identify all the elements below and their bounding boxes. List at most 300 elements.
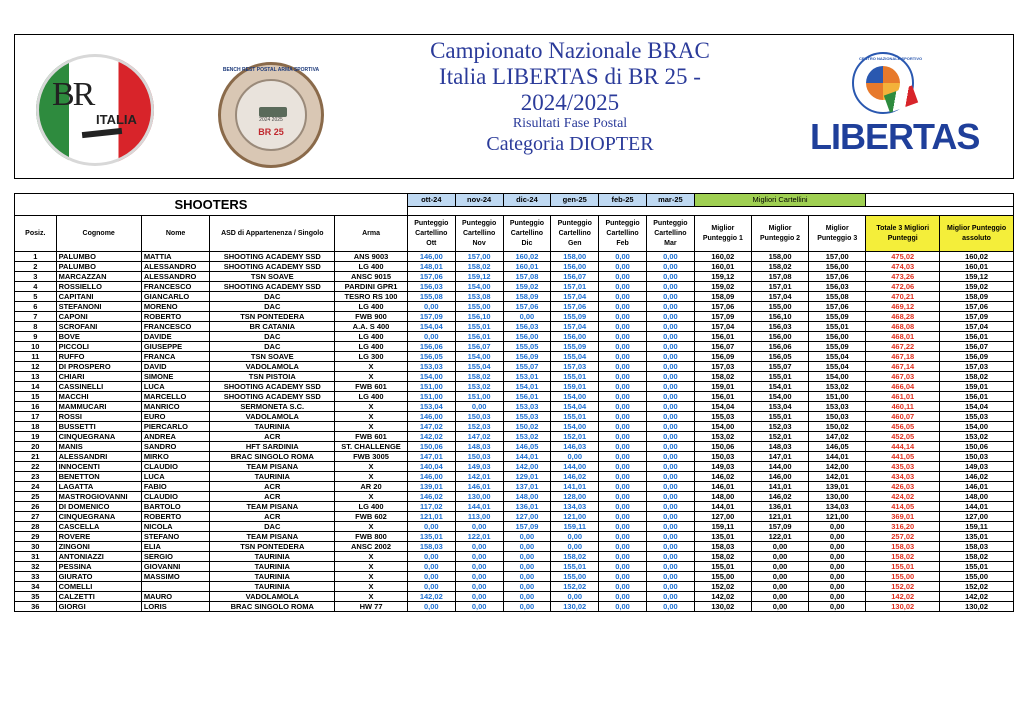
cell-nome: STEFANO: [141, 532, 210, 542]
cell-m1: 148,00: [694, 492, 751, 502]
table-row: [15, 282, 1014, 292]
cell-p-mar: 0,00: [646, 312, 694, 322]
cell-p-mar: 0,00: [646, 402, 694, 412]
cell-m2: 157,08: [751, 272, 808, 282]
cell-m1: 155,00: [694, 572, 751, 582]
cell-totale: 435,03: [866, 462, 940, 472]
cell-arma: FWB 601: [335, 382, 408, 392]
cell-cognome: CHIARI: [56, 372, 141, 382]
cell-m2: 146,02: [751, 492, 808, 502]
cell-m2: 158,00: [751, 252, 808, 262]
cell-arma: X: [335, 522, 408, 532]
cell-assoluto: 130,02: [940, 602, 1014, 612]
cell-m2: 0,00: [751, 602, 808, 612]
cell-p-mar: 0,00: [646, 352, 694, 362]
cell-m3: 142,00: [809, 462, 866, 472]
cell-p-mar: 0,00: [646, 302, 694, 312]
cell-p-nov: 0,00: [455, 582, 503, 592]
cell-p-dic: 148,00: [503, 492, 551, 502]
table-row: [15, 472, 1014, 482]
cell-m2: 122,01: [751, 532, 808, 542]
cell-posiz: 33: [15, 572, 57, 582]
cell-p-dic: 146,05: [503, 442, 551, 452]
cell-asd: SHOOTING ACADEMY SSD: [210, 252, 335, 262]
cell-nome: MARCELLO: [141, 392, 210, 402]
cell-cognome: MAMMUCARI: [56, 402, 141, 412]
cell-m2: 0,00: [751, 572, 808, 582]
cell-p-gen: 155,09: [551, 312, 599, 322]
cell-asd: VADOLAMOLA: [210, 412, 335, 422]
cell-p-feb: 0,00: [599, 482, 647, 492]
cell-posiz: 5: [15, 292, 57, 302]
cell-p-mar: 0,00: [646, 272, 694, 282]
cell-posiz: 17: [15, 412, 57, 422]
cell-p-dic: 0,00: [503, 592, 551, 602]
cell-p-feb: 0,00: [599, 272, 647, 282]
cell-p-gen: 159,11: [551, 522, 599, 532]
cell-cognome: LAGATTA: [56, 482, 141, 492]
cell-p-feb: 0,00: [599, 602, 647, 612]
cell-p-gen: 159,01: [551, 382, 599, 392]
cell-p-gen: 0,00: [551, 452, 599, 462]
cell-totale: 424,02: [866, 492, 940, 502]
cell-p-gen: 155,01: [551, 372, 599, 382]
col-cognome: Cognome: [56, 216, 141, 252]
month-feb: feb-25: [599, 194, 647, 207]
month-ott: ott-24: [407, 194, 455, 207]
cell-assoluto: 158,02: [940, 552, 1014, 562]
cell-m1: 158,02: [694, 372, 751, 382]
cell-posiz: 26: [15, 502, 57, 512]
cell-p-ott: 142,02: [407, 432, 455, 442]
table-row: [15, 592, 1014, 602]
cell-arma: LG 400: [335, 392, 408, 402]
cell-m1: 158,03: [694, 542, 751, 552]
cell-p-mar: 0,00: [646, 342, 694, 352]
cell-nome: ANDREA: [141, 432, 210, 442]
cell-p-dic: 155,03: [503, 412, 551, 422]
cell-p-feb: 0,00: [599, 502, 647, 512]
cell-nome: GIANCARLO: [141, 292, 210, 302]
cell-m3: 0,00: [809, 522, 866, 532]
cell-m3: 154,00: [809, 372, 866, 382]
postal-logo-inner: [235, 79, 307, 151]
cell-p-gen: 156,00: [551, 332, 599, 342]
cell-p-ott: 151,00: [407, 382, 455, 392]
cell-p-feb: 0,00: [599, 462, 647, 472]
cell-p-mar: 0,00: [646, 472, 694, 482]
col-p-gen: Punteggio Cartellino Gen: [551, 216, 599, 252]
cell-p-gen: 154,00: [551, 392, 599, 402]
cell-m1: 130,02: [694, 602, 751, 612]
table-row: [15, 582, 1014, 592]
cell-m3: 155,09: [809, 342, 866, 352]
cell-asd: BRAC SINGOLO ROMA: [210, 452, 335, 462]
cell-p-feb: 0,00: [599, 432, 647, 442]
cell-assoluto: 152,02: [940, 582, 1014, 592]
cell-posiz: 2: [15, 262, 57, 272]
cell-arma: X: [335, 562, 408, 572]
cell-p-feb: 0,00: [599, 452, 647, 462]
cell-p-dic: 156,00: [503, 332, 551, 342]
cell-p-mar: 0,00: [646, 602, 694, 612]
cell-cognome: COMELLI: [56, 582, 141, 592]
cell-p-gen: 156,07: [551, 272, 599, 282]
cell-assoluto: 159,11: [940, 522, 1014, 532]
cell-assoluto: 160,02: [940, 252, 1014, 262]
cell-p-ott: 151,00: [407, 392, 455, 402]
table-row: [15, 302, 1014, 312]
cell-p-ott: 142,02: [407, 592, 455, 602]
cell-p-gen: 0,00: [551, 542, 599, 552]
cell-assoluto: 135,01: [940, 532, 1014, 542]
table-row: [15, 512, 1014, 522]
cell-p-dic: 155,05: [503, 342, 551, 352]
cell-assoluto: 157,03: [940, 362, 1014, 372]
cell-p-gen: 141,01: [551, 482, 599, 492]
cell-totale: 426,03: [866, 482, 940, 492]
cell-p-nov: 154,00: [455, 352, 503, 362]
table-row: [15, 402, 1014, 412]
cell-nome: FABIO: [141, 482, 210, 492]
cell-cognome: MANIS: [56, 442, 141, 452]
cell-m3: 130,00: [809, 492, 866, 502]
cell-p-dic: 0,00: [503, 572, 551, 582]
cell-assoluto: 156,01: [940, 332, 1014, 342]
cell-p-nov: 0,00: [455, 522, 503, 532]
cell-p-dic: 157,08: [503, 272, 551, 282]
cell-arma: X: [335, 572, 408, 582]
cell-m3: 156,00: [809, 262, 866, 272]
cell-p-dic: 154,01: [503, 382, 551, 392]
cell-p-ott: 146,00: [407, 252, 455, 262]
cell-p-dic: 129,01: [503, 472, 551, 482]
cell-p-dic: 153,02: [503, 432, 551, 442]
cell-posiz: 7: [15, 312, 57, 322]
cell-p-ott: 135,01: [407, 532, 455, 542]
cell-p-feb: 0,00: [599, 542, 647, 552]
cell-m2: 148,03: [751, 442, 808, 452]
cell-nome: [141, 582, 210, 592]
table-header-row-3: [15, 216, 1014, 252]
brac-italia-logo: [36, 54, 154, 166]
cell-m3: 0,00: [809, 582, 866, 592]
cell-arma: FWB 602: [335, 512, 408, 522]
cell-p-mar: 0,00: [646, 262, 694, 272]
cell-p-nov: 158,02: [455, 372, 503, 382]
cell-m3: 0,00: [809, 602, 866, 612]
cell-posiz: 23: [15, 472, 57, 482]
table-row: [15, 422, 1014, 432]
table-row: [15, 352, 1014, 362]
cell-assoluto: 158,09: [940, 292, 1014, 302]
cell-posiz: 29: [15, 532, 57, 542]
cell-cognome: BOVE: [56, 332, 141, 342]
cell-m3: 121,00: [809, 512, 866, 522]
table-row: [15, 272, 1014, 282]
cell-totale: 316,20: [866, 522, 940, 532]
cell-assoluto: 154,04: [940, 402, 1014, 412]
cell-p-feb: 0,00: [599, 412, 647, 422]
month-nov: nov-24: [455, 194, 503, 207]
cell-arma: HW 77: [335, 602, 408, 612]
cell-m3: 134,03: [809, 502, 866, 512]
cell-p-mar: 0,00: [646, 382, 694, 392]
cell-cognome: DI PROSPERO: [56, 362, 141, 372]
table-row: [15, 492, 1014, 502]
cell-p-ott: 156,03: [407, 282, 455, 292]
cell-arma: FWB 800: [335, 532, 408, 542]
cell-posiz: 12: [15, 362, 57, 372]
cell-totale: 467,03: [866, 372, 940, 382]
cell-p-feb: 0,00: [599, 512, 647, 522]
cell-m2: 155,07: [751, 362, 808, 372]
cell-posiz: 16: [15, 402, 57, 412]
cell-p-gen: 158,02: [551, 552, 599, 562]
cell-p-mar: 0,00: [646, 292, 694, 302]
cell-arma: TESRO RS 100: [335, 292, 408, 302]
cell-arma: PARDINI GPR1: [335, 282, 408, 292]
cell-p-dic: 156,09: [503, 352, 551, 362]
col-p-nov: Punteggio Cartellino Nov: [455, 216, 503, 252]
cell-nome: ALESSANDRO: [141, 272, 210, 282]
cell-asd: TAURINIA: [210, 472, 335, 482]
cell-p-mar: 0,00: [646, 452, 694, 462]
cell-p-feb: 0,00: [599, 532, 647, 542]
cell-p-nov: 148,03: [455, 442, 503, 452]
cell-cognome: SCROFANI: [56, 322, 141, 332]
cell-m1: 144,01: [694, 502, 751, 512]
cell-p-nov: 0,00: [455, 572, 503, 582]
cell-totale: 460,11: [866, 402, 940, 412]
cell-assoluto: 146,01: [940, 482, 1014, 492]
cell-arma: X: [335, 422, 408, 432]
cell-p-mar: 0,00: [646, 412, 694, 422]
cell-p-dic: 0,00: [503, 532, 551, 542]
cell-p-dic: 158,09: [503, 292, 551, 302]
cell-assoluto: 160,01: [940, 262, 1014, 272]
cell-asd: TEAM PISANA: [210, 502, 335, 512]
cell-p-gen: 128,00: [551, 492, 599, 502]
cell-p-dic: 127,00: [503, 512, 551, 522]
cell-p-ott: 121,01: [407, 512, 455, 522]
cell-p-nov: 130,00: [455, 492, 503, 502]
cell-m1: 158,02: [694, 552, 751, 562]
cell-m1: 146,02: [694, 472, 751, 482]
cell-totale: 467,18: [866, 352, 940, 362]
title-line-1: Campionato Nazionale BRAC: [430, 38, 710, 63]
cell-p-dic: 156,01: [503, 392, 551, 402]
cell-p-mar: 0,00: [646, 282, 694, 292]
cell-m2: 155,01: [751, 412, 808, 422]
cell-p-dic: 156,03: [503, 322, 551, 332]
brac-logo-letters: BR: [52, 76, 94, 113]
cell-totale: 369,01: [866, 512, 940, 522]
cell-m1: 156,01: [694, 332, 751, 342]
month-gen: gen-25: [551, 194, 599, 207]
cell-m1: 156,09: [694, 352, 751, 362]
cell-p-feb: 0,00: [599, 442, 647, 452]
title-line-2: Italia LIBERTAS di BR 25 -: [439, 64, 701, 89]
cell-p-dic: 150,02: [503, 422, 551, 432]
cell-asd: TEAM PISANA: [210, 462, 335, 472]
cell-arma: LG 400: [335, 332, 408, 342]
cell-p-ott: 0,00: [407, 522, 455, 532]
cell-posiz: 1: [15, 252, 57, 262]
cell-p-nov: 156,07: [455, 342, 503, 352]
cell-posiz: 8: [15, 322, 57, 332]
cell-m3: 157,00: [809, 252, 866, 262]
cell-p-feb: 0,00: [599, 422, 647, 432]
cell-arma: X: [335, 592, 408, 602]
cell-cognome: RUFFO: [56, 352, 141, 362]
cell-p-nov: 153,02: [455, 382, 503, 392]
cell-m1: 154,04: [694, 402, 751, 412]
cell-totale: 468,01: [866, 332, 940, 342]
cell-m1: 156,01: [694, 392, 751, 402]
cell-p-ott: 139,01: [407, 482, 455, 492]
cell-p-ott: 157,06: [407, 272, 455, 282]
cell-p-feb: 0,00: [599, 252, 647, 262]
cell-cognome: ANTONIAZZI: [56, 552, 141, 562]
cell-p-gen: 157,04: [551, 322, 599, 332]
cell-totale: 434,03: [866, 472, 940, 482]
cell-asd: VADOLAMOLA: [210, 592, 335, 602]
cell-p-feb: 0,00: [599, 352, 647, 362]
cell-p-dic: 159,02: [503, 282, 551, 292]
cell-totale: 414,05: [866, 502, 940, 512]
cell-p-mar: 0,00: [646, 552, 694, 562]
cell-p-gen: 155,01: [551, 562, 599, 572]
cell-asd: TAURINIA: [210, 422, 335, 432]
cell-p-mar: 0,00: [646, 502, 694, 512]
cell-totale: 474,03: [866, 262, 940, 272]
col-asd: ASD di Appartenenza / Singolo: [210, 216, 335, 252]
cell-p-feb: 0,00: [599, 492, 647, 502]
cell-p-mar: 0,00: [646, 392, 694, 402]
cell-p-mar: 0,00: [646, 582, 694, 592]
cell-p-feb: 0,00: [599, 552, 647, 562]
table-row: [15, 542, 1014, 552]
rifle-icon: [82, 128, 122, 138]
cell-asd: TAURINIA: [210, 582, 335, 592]
cell-p-mar: 0,00: [646, 512, 694, 522]
cell-p-mar: 0,00: [646, 362, 694, 372]
cell-assoluto: 155,03: [940, 412, 1014, 422]
cell-asd: ACR: [210, 482, 335, 492]
cell-m3: 156,00: [809, 332, 866, 342]
cell-asd: SHOOTING ACADEMY SSD: [210, 382, 335, 392]
table-row: [15, 382, 1014, 392]
cell-posiz: 35: [15, 592, 57, 602]
cell-cognome: CAPITANI: [56, 292, 141, 302]
cell-assoluto: 157,09: [940, 312, 1014, 322]
cell-p-nov: 142,01: [455, 472, 503, 482]
cell-posiz: 10: [15, 342, 57, 352]
cell-m1: 142,02: [694, 592, 751, 602]
cell-p-gen: 152,02: [551, 582, 599, 592]
cell-p-dic: 157,06: [503, 302, 551, 312]
cell-totale: 467,22: [866, 342, 940, 352]
cell-p-mar: 0,00: [646, 422, 694, 432]
cell-m2: 156,10: [751, 312, 808, 322]
cell-nome: MANRICO: [141, 402, 210, 412]
cell-m2: 155,00: [751, 302, 808, 312]
col-m2: Miglior Punteggio 2: [751, 216, 808, 252]
cell-totale: 130,02: [866, 602, 940, 612]
title-line-3: 2024/2025: [520, 90, 620, 115]
cell-p-mar: 0,00: [646, 492, 694, 502]
cell-p-gen: 155,01: [551, 412, 599, 422]
cell-m3: 150,02: [809, 422, 866, 432]
cell-posiz: 11: [15, 352, 57, 362]
cell-cognome: ROSSIELLO: [56, 282, 141, 292]
cell-p-ott: 156,06: [407, 342, 455, 352]
cell-p-nov: 156,01: [455, 332, 503, 342]
cell-arma: ANSC 2002: [335, 542, 408, 552]
cell-p-gen: 155,00: [551, 572, 599, 582]
col-nome: Nome: [141, 216, 210, 252]
cell-nome: GIOVANNI: [141, 562, 210, 572]
cell-cognome: BENETTON: [56, 472, 141, 482]
cell-asd: SHOOTING ACADEMY SSD: [210, 262, 335, 272]
cell-m2: 136,01: [751, 502, 808, 512]
cell-posiz: 27: [15, 512, 57, 522]
cell-nome: BARTOLO: [141, 502, 210, 512]
cell-p-mar: 0,00: [646, 592, 694, 602]
cell-p-ott: 153,03: [407, 362, 455, 372]
cell-asd: TSN PISTOIA: [210, 372, 335, 382]
cell-p-gen: 157,04: [551, 292, 599, 302]
cell-assoluto: 158,03: [940, 542, 1014, 552]
cell-cognome: GIORGI: [56, 602, 141, 612]
cell-totale: 468,08: [866, 322, 940, 332]
cell-p-dic: 142,00: [503, 462, 551, 472]
cell-p-nov: 122,01: [455, 532, 503, 542]
cell-asd: TSN PONTEDERA: [210, 542, 335, 552]
cell-m3: 147,02: [809, 432, 866, 442]
cell-m1: 155,03: [694, 412, 751, 422]
cell-p-dic: 0,00: [503, 542, 551, 552]
cell-assoluto: 159,01: [940, 382, 1014, 392]
table-row: [15, 442, 1014, 452]
cell-m2: 0,00: [751, 542, 808, 552]
cell-arma: AR 20: [335, 482, 408, 492]
cell-p-nov: 155,00: [455, 302, 503, 312]
cell-totale: 155,01: [866, 562, 940, 572]
table-row: [15, 262, 1014, 272]
cell-p-dic: 137,01: [503, 482, 551, 492]
cell-arma: LG 400: [335, 302, 408, 312]
cell-m2: 156,05: [751, 352, 808, 362]
cell-p-feb: 0,00: [599, 312, 647, 322]
cell-m2: 157,09: [751, 522, 808, 532]
cell-posiz: 13: [15, 372, 57, 382]
table-row: [15, 482, 1014, 492]
cell-p-ott: 0,00: [407, 302, 455, 312]
cell-assoluto: 157,04: [940, 322, 1014, 332]
cell-arma: X: [335, 552, 408, 562]
cell-p-dic: 144,01: [503, 452, 551, 462]
cell-p-nov: 150,03: [455, 412, 503, 422]
cell-asd: ACR: [210, 432, 335, 442]
cell-posiz: 3: [15, 272, 57, 282]
table-row: [15, 432, 1014, 442]
cell-cognome: BUSSETTI: [56, 422, 141, 432]
cell-cognome: ROSSI: [56, 412, 141, 422]
cell-totale: 470,21: [866, 292, 940, 302]
cell-m3: 153,02: [809, 382, 866, 392]
